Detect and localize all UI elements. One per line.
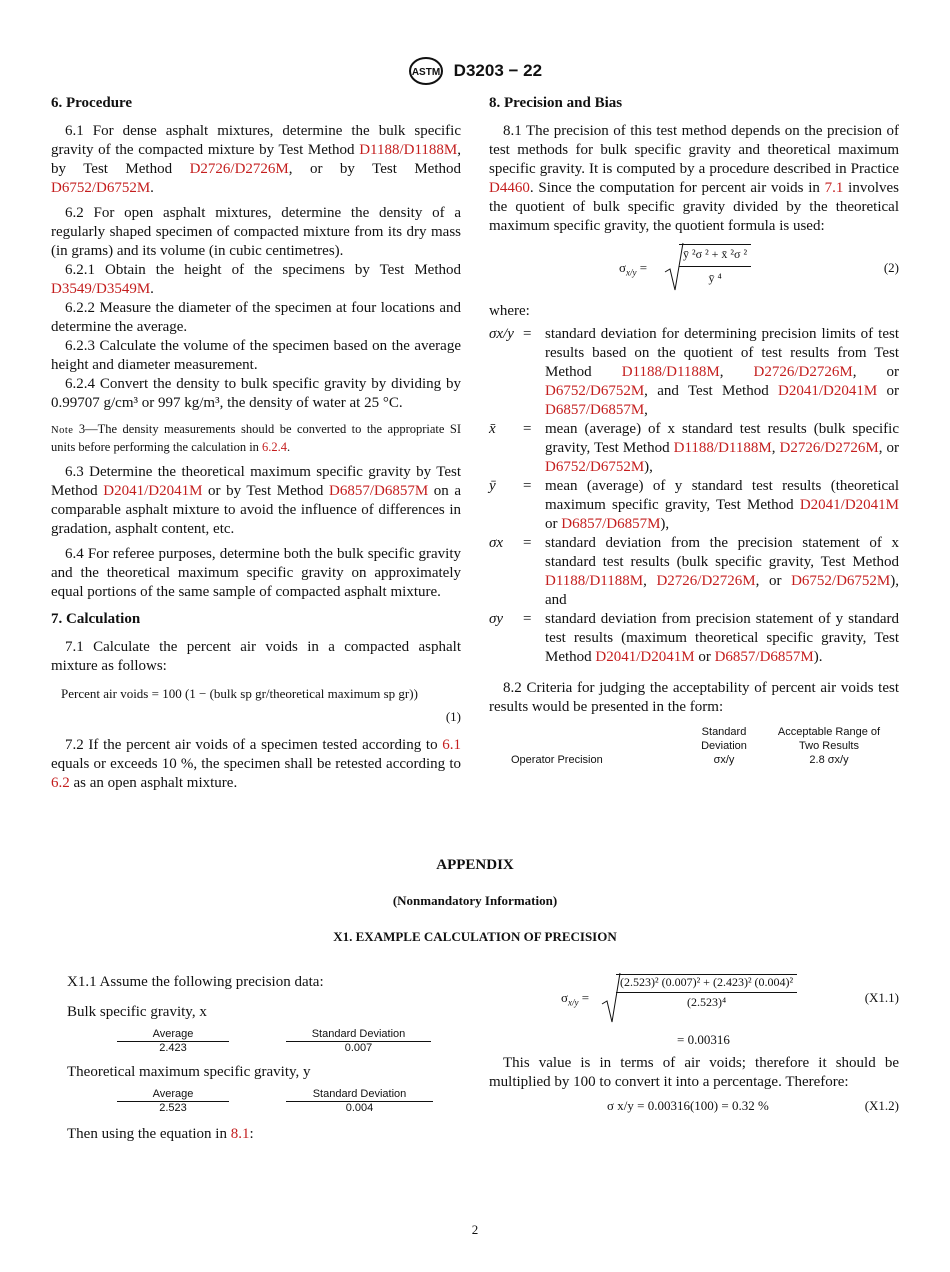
para-6-1: 6.1 For dense asphalt mixtures, determine the bulk specific gravity of the compacted mixture by Test Method D1188/D1188M, by Test Method D2726/D2726M, or by Test Method D6752/D6752M. <box>51 123 461 196</box>
astm-logo-icon <box>408 56 444 86</box>
row-value-range: 2.8 σx/y <box>809 754 849 766</box>
where-y-bar: ȳ = mean (average) of y standard test results (theoretical maximum specific gravity, Test Method D2041/D2041M or D6857/D6857M), <box>489 478 899 532</box>
tmax-label: Theoretical maximum specific gravity, y <box>67 1064 311 1080</box>
ref-d6857[interactable]: D6857/D6857M <box>561 516 661 532</box>
ref-d6752[interactable]: D6752/D6752M <box>51 180 151 196</box>
ref-d6857[interactable]: D6857/D6857M <box>545 402 645 418</box>
ref-d4460[interactable]: D4460 <box>489 180 530 196</box>
ref-6-2-4[interactable]: 6.2.4 <box>262 440 288 454</box>
ref-d1188[interactable]: D1188/D1188M <box>359 142 458 158</box>
equation-x1-1: $\sigma_{x/y}$ = $\frac{\text{(2.523)² (0.007)² + (2.423)² (0.004)²}}{\text{(2.523)⁴}}$ (X1.1) <box>489 972 899 1024</box>
appendix-subtitle: (Nonmandatory Information) <box>392 893 558 908</box>
ref-d6752[interactable]: D6752/D6752M <box>545 459 645 475</box>
ref-d1188[interactable]: D1188/D1188M <box>621 364 720 380</box>
where-sigma-xy: σx/y = standard deviation for determining precision limits of test results based on the quotient of test results from Test Method D1188/D1188M, D2726/D2726M, or D6752/D6752M, and Test Method D2041/D2041M or D6857/D6857M, <box>489 326 899 418</box>
note-3: Note 3—The density measurements should be converted to the appropriate SI units before performing the calculation in 6.2.4. <box>51 422 461 454</box>
ref-d2041[interactable]: D2041/D2041M <box>778 383 878 399</box>
where-sigma-y: σy = standard deviation from precision statement of y standard test results (maximum theoretical specific gravity, Test Method D2041/D2041M or D6857/D6857M). <box>489 611 899 665</box>
svg-text:ASTM: ASTM <box>411 67 441 78</box>
bulk-sd-header: Standard Deviation <box>286 1028 431 1042</box>
ref-d6752[interactable]: D6752/D6752M <box>545 383 645 399</box>
bulk-average-header: Average <box>117 1028 229 1042</box>
ref-6-1[interactable]: 6.1 <box>442 737 461 753</box>
tmax-sd-header: Standard Deviation <box>286 1088 433 1102</box>
appendix-title: APPENDIX <box>436 857 514 873</box>
section-8-heading: 8. Precision and Bias <box>489 95 623 111</box>
precision-table <box>489 725 899 771</box>
right-column <box>489 92 899 771</box>
ref-d2041[interactable]: D2041/D2041M <box>799 497 899 513</box>
equation-x1-2: σ x/y = 0.00316(100) = 0.32 % (X1.2) <box>607 1098 899 1113</box>
para-6-3: 6.3 Determine the theoretical maximum specific gravity by Test Method D2041/D2041M or by Test Method D6857/D6857M on a comparable asphalt mixture to avoid the influence of differences in gradation, asphalt content, etc. <box>51 464 461 537</box>
designation: D3203 − 22 <box>453 61 543 80</box>
ref-d2726[interactable]: D2726/D2726M <box>779 440 879 456</box>
ref-7-1[interactable]: 7.1 <box>824 180 844 196</box>
para-6-2-2: 6.2.2 Measure the diameter of the specimen at four locations and determine the average. <box>51 300 461 335</box>
para-6-2-3: 6.2.3 Calculate the volume of the specimen based on the average height and diameter measurement. <box>51 338 461 373</box>
page-number: 2 <box>471 1222 479 1237</box>
ref-d1188[interactable]: D1188/D1188M <box>545 573 644 589</box>
bulk-data-table <box>67 1028 467 1058</box>
where-x-bar: x̄ = mean (average) of x standard test results (bulk specific gravity, Test Method D1188/D1188M, D2726/D2726M, or D6752/D6752M), <box>489 421 900 475</box>
equation-x1-2-number: (X1.2) <box>864 1098 899 1113</box>
para-8-2: 8.2 Criteria for judging the acceptability of percent air voids test results would be presented in the form: <box>489 680 899 715</box>
bulk-average-value: 2.423 <box>159 1042 187 1054</box>
equation-x1-1-result: = 0.00316 <box>677 1032 730 1047</box>
para-8-1: 8.1 The precision of this test method depends on the precision of test methods for bulk specific gravity and theoretical maximum specific gravity. It is computed by a procedure described in Practice D4460. Since the computation for percent air voids in 7.1 involves the quotient of bulk specific gravity divided by the theoretical maximum specific gravity, the quotient formula is used: <box>489 123 899 234</box>
ref-8-1[interactable]: 8.1 <box>230 1126 250 1142</box>
page-header <box>0 56 950 86</box>
ref-d6857[interactable]: D6857/D6857M <box>329 483 429 499</box>
tmax-sd-value: 0.004 <box>345 1102 374 1114</box>
ref-d2041[interactable]: D2041/D2041M <box>595 649 695 665</box>
equation-1-number: (1) <box>445 709 461 724</box>
x1-right-column <box>489 972 899 1118</box>
equation-1: Percent air voids = 100 (1 − (bulk sp gr/theoretical maximum sp gr)) <box>61 686 418 701</box>
section-6-heading: 6. Procedure <box>51 95 133 111</box>
equation-2-number: (2) <box>883 260 899 275</box>
ref-d2726[interactable]: D2726/D2726M <box>656 573 756 589</box>
tmax-average-header: Average <box>117 1088 229 1102</box>
para-6-4: 6.4 For referee purposes, determine both the bulk specific gravity and the theoretical maximum specific gravity on approximately equal portions of the same sample of compacted asphalt mixture. <box>51 546 461 600</box>
then-using: Then using the equation in 8.1: <box>67 1126 254 1142</box>
para-after-x1-1: This value is in terms of air voids; therefore it should be multiplied by 100 to convert it into a percentage. Therefore: <box>489 1055 899 1090</box>
ref-d6752[interactable]: D6752/D6752M <box>791 573 891 589</box>
x1-left-column <box>67 972 467 1144</box>
ref-d1188[interactable]: D1188/D1188M <box>673 440 772 456</box>
bulk-label: Bulk specific gravity, x <box>67 1004 207 1020</box>
col-header-range: Acceptable Range of Two Results <box>777 726 881 752</box>
equation-2: $\sigma_{x/y}$ = $\frac{\text{ȳ ²σ ² + x̄ ²σ ²}}{\text{ȳ ⁴}}$ (2) <box>489 242 899 294</box>
ref-d2726[interactable]: D2726/D2726M <box>753 364 853 380</box>
equation-x1-1-number: (X1.1) <box>864 990 899 1005</box>
x1-heading: X1. EXAMPLE CALCULATION OF PRECISION <box>333 929 617 944</box>
para-6-2-1: 6.2.1 Obtain the height of the specimens by Test Method D3549/D3549M. <box>51 262 461 297</box>
para-7-1: 7.1 Calculate the percent air voids in a compacted asphalt mixture as follows: <box>51 639 461 674</box>
ref-d3549[interactable]: D3549/D3549M <box>51 281 151 297</box>
where-label: where: <box>489 303 530 319</box>
para-6-2-4: 6.2.4 Convert the density to bulk specific gravity by dividing by 0.99707 g/cm³ or 997 kg/m³, the density of water at 25 °C. <box>51 376 461 411</box>
col-header-std-dev: Standard Deviation <box>701 726 747 752</box>
where-sigma-x: σx = standard deviation from the precision statement of x standard test results (bulk specific gravity, Test Method D1188/D1188M, D2726/D2726M, or D6752/D6752M), and <box>489 535 900 608</box>
ref-6-2[interactable]: 6.2 <box>51 775 70 791</box>
ref-d2041[interactable]: D2041/D2041M <box>103 483 203 499</box>
section-7-heading: 7. Calculation <box>51 611 141 627</box>
para-7-2: 7.2 If the percent air voids of a specimen tested according to 6.1 equals or exceeds 10 %, the specimen shall be retested according to 6.2 as an open asphalt mixture. <box>51 737 461 791</box>
left-column <box>51 92 461 799</box>
row-label: Operator Precision <box>511 754 603 766</box>
ref-d6857[interactable]: D6857/D6857M <box>714 649 814 665</box>
tmax-data-table <box>67 1088 467 1118</box>
row-value-std-dev: σx/y <box>713 754 735 766</box>
ref-d2726[interactable]: D2726/D2726M <box>189 161 289 177</box>
tmax-average-value: 2.523 <box>159 1102 187 1114</box>
bulk-sd-value: 0.007 <box>344 1042 373 1054</box>
para-6-2: 6.2 For open asphalt mixtures, determine the density of a regularly shaped specimen of compacted mixture from its dry mass (in grams) and its volume (in cubic centimetres). <box>51 205 461 259</box>
para-x1-1: X1.1 Assume the following precision data: <box>67 974 324 990</box>
